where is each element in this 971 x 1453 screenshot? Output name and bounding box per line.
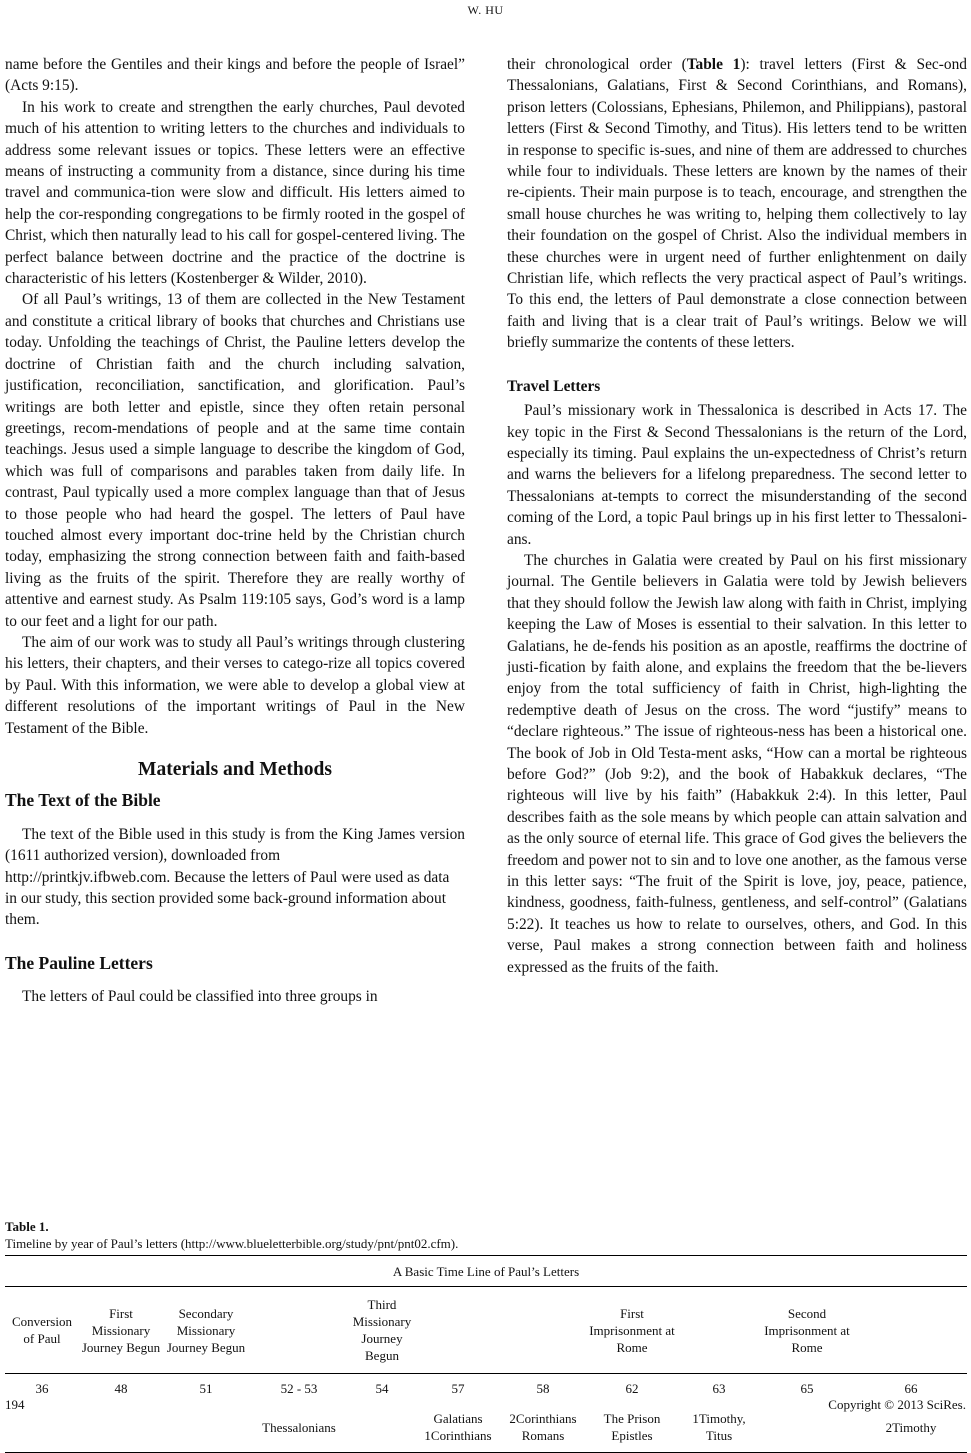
letters-cell: 2Corinthians Romans: [501, 1402, 585, 1453]
timeline-table: [5, 1255, 967, 1453]
paragraph: name before the Gentiles and their kings and before the people of Israel” (Acts 9:15).: [5, 56, 465, 95]
table-cell: [415, 1287, 501, 1374]
table-cell: [679, 1287, 759, 1374]
letters-cell: [349, 1402, 415, 1453]
table-label: Table 1.: [5, 1219, 49, 1234]
paragraph: Paul’s missionary work in Thessalonica is described in Acts 17. The key topic in the First & Second Thessalonians is the return of the Lord, especially its timing. Paul explains the un-expectedness of Christ’s return and warns the believers for a lifelong preparedness. The second letter to Thessalonians at-tempts to correct the misunderstanding of the second coming of the Lord, a topic Paul brings up in his first letter to Thessaloni-ans.: [507, 402, 967, 548]
year-cell: 66: [904, 1380, 918, 1396]
subsection-heading: The Pauline Letters: [5, 952, 153, 973]
letters-cell: 1Timothy, Titus: [679, 1402, 759, 1453]
letters-cell: [163, 1402, 249, 1453]
paragraph: Of all Paul’s writings, 13 of them are collected in the New Testament and constitute a critical library of books that churches and Christians use today. Unfolding the teachings of Christ, the Pauline letters develop the doctrine of Christian faith and the church including salvation, justification, reconciliation, sanctification, and glorification. Paul’s writings are both letter and epistle, since they often retain personal greetings, recom-mendations of people and at the same time contain teachings. Jesus used a simple language to describe the kingdom of God, which was full of comparisons and parables taken from daily life. In contrast, Paul typically used a more complex language than that of Jesus to those people who had heard the gospel. The letters of Paul have touched almost every important doc-trine held by the Christian church today, emphasizing the strong connection between faith and faith-based living as the fruits of the spirit. Therefore they are really worthy of attentive and earnest study. As Psalm 119:105 says, God’s word is a lamp to our feet and a light for our path.: [5, 291, 465, 630]
paragraph: The letters of Paul could be classified into three groups in: [22, 988, 378, 1006]
year-cell: 54: [375, 1380, 389, 1396]
year-cell: 52 - 53: [280, 1380, 318, 1396]
table-caption: [5, 1218, 965, 1252]
left-column: [5, 54, 465, 1008]
paragraph: The aim of our work was to study all Paul’s writings through clustering his letters, their chapters, and their verses to catego-rize all topics covered by Paul. With this information, we were able to develop a global view at different resolutions of the important writings of Paul in the New Testament of the Bible.: [5, 633, 465, 737]
subsubsection-heading: Travel Letters: [507, 377, 601, 395]
year-cell: 51: [199, 1380, 213, 1396]
letters-cell: Galatians 1Corinthians: [415, 1402, 501, 1453]
paragraph: The text of the Bible used in this study is from the King James version (1611 authorized version), downloaded from: [5, 825, 465, 865]
url-link[interactable]: http://printkjv.ifbweb.com.: [5, 868, 171, 886]
paragraph: [507, 54, 967, 354]
section-heading: Materials and Methods: [138, 759, 332, 780]
letters-cell: 2Timothy: [855, 1402, 967, 1453]
paragraph-text: Because the letters of Paul were used as data in our study, this section provided some back-ground information about them.: [5, 868, 450, 929]
letters-cell: The Prison Epistles: [585, 1402, 679, 1453]
paragraph-text: their chronological order (: [507, 56, 687, 73]
year-cell: 65: [800, 1380, 814, 1396]
paragraph: [5, 867, 465, 931]
year-cell: 48: [114, 1380, 128, 1396]
year-cell: 63: [712, 1380, 726, 1396]
right-column: [507, 54, 967, 978]
table-title: A Basic Time Line of Paul’s Letters: [5, 1256, 967, 1287]
copyright-notice: Copyright © 2013 SciRes.: [828, 1397, 966, 1412]
table-cell: First Missionary Journey Begun: [79, 1287, 163, 1374]
table-cell: [855, 1287, 967, 1374]
table-cell: [249, 1287, 349, 1374]
table-cell: First Imprisonment at Rome: [585, 1287, 679, 1374]
year-cell: 62: [625, 1380, 639, 1396]
year-cell: 36: [35, 1380, 49, 1396]
table-cell: [501, 1287, 585, 1374]
year-cell: 57: [451, 1380, 465, 1396]
table-reference[interactable]: Table 1: [686, 56, 741, 73]
letters-cell: Thessalonians: [249, 1402, 349, 1453]
paragraph-text: ): travel letters (First & Sec-ond Thessalonians, Galatians, First & Second Corinthians, and Romans), prison letters (Colossians, Ephesians, Philemon, and Philippians), pastoral letters (First & Second Timothy, and Titus). His letters tend to be written in response to specific is-sues, and nine of them are addressed to churches while four to individuals. These letters are known by the names of their re-cipients. Their main purpose is to teach, encourage, and strengthen the small house churches he was writing to, helping them collectively to lay their foundation on the gospel of Christ. Also the individual members in these churches were in urgent need of further enlightenment on daily Christian life, which reflects the very practical aspect of Paul’s writings. To this end, the letters of Paul demonstrate a close connection between faith and living that is a clear trait of Paul’s writings. Below we will briefly summarize the contents of these letters.: [507, 56, 967, 352]
subsection-heading: The Text of the Bible: [5, 790, 161, 811]
table-cell: Third Missionary Journey Begun: [349, 1287, 415, 1374]
table-cell: Second Imprisonment at Rome: [759, 1287, 855, 1374]
table-cell: Conversion of Paul: [5, 1287, 79, 1374]
paragraph: The churches in Galatia were created by Paul on his first missionary journal. The Gentile believers in Galatia were told by Jewish believers that they should follow the Jewish law along with faith in Christ, implying keeping the Law of Moses is essential to their salvation. In this letter to Galatians, he de-fends his position as an apostle, reaffirms the doctrine of justi-fication by faith alone, and explains the freedom that the be-lievers enjoy from the total sufficiency of faith in Christ, high-lighting the redemptive death of Jesus on the cross. The word “justify” means to “declare righteous.” The issue of righteous-ness has been a historical one. The book of Job in Old Testa-ment asks, “How can a mortal be righteous before God?” (Job 9:2), and the book of Habakkuk declares, “The righteous will live by his faith” (Habakkuk 2:4). In this letter, Paul describes faith as the sole means by which people can attain salvation and as the only source of eternal life. This grace of God gives the believers the freedom and power not to sin and to love one another, as the famous verse in this letter says: “The fruit of the Spirit is love, joy, peace, patience, kindness, goodness, faith-fulness, gentleness, and self-control” (Galatians 5:22). It teaches us how to relate to ourselves, others, and God. In this verse, Paul makes a strong connection between faith and holiness expressed as the fruits of the faith.: [507, 551, 967, 976]
page-number: 194: [5, 1397, 25, 1412]
table-cell: Secondary Missionary Journey Begun: [163, 1287, 249, 1374]
running-header: W. HU: [467, 3, 504, 17]
letters-cell: [79, 1402, 163, 1453]
paragraph: In his work to create and strengthen the early churches, Paul devoted much of his attention to writing letters to the churches and individuals to address some relevant issues or topics. These letters were an effective means of instructing a community from a distance, since during his time travel and communica-tion were slow and difficult. His letters aimed to help the cor-responding congregations to be firmly rooted in the gospel of Christ, which then naturally lead to his call for gospel-centered living. The perfect balance between doctrine and the practice of the doctrine is characteristic of his letters (Kostenberger & Wilder, 2010).: [5, 98, 465, 288]
table-caption-text: Timeline by year of Paul’s letters (http://www.blueletterbible.org/study/pnt/pnt02.cfm).: [5, 1236, 459, 1251]
year-cell: 58: [536, 1380, 550, 1396]
